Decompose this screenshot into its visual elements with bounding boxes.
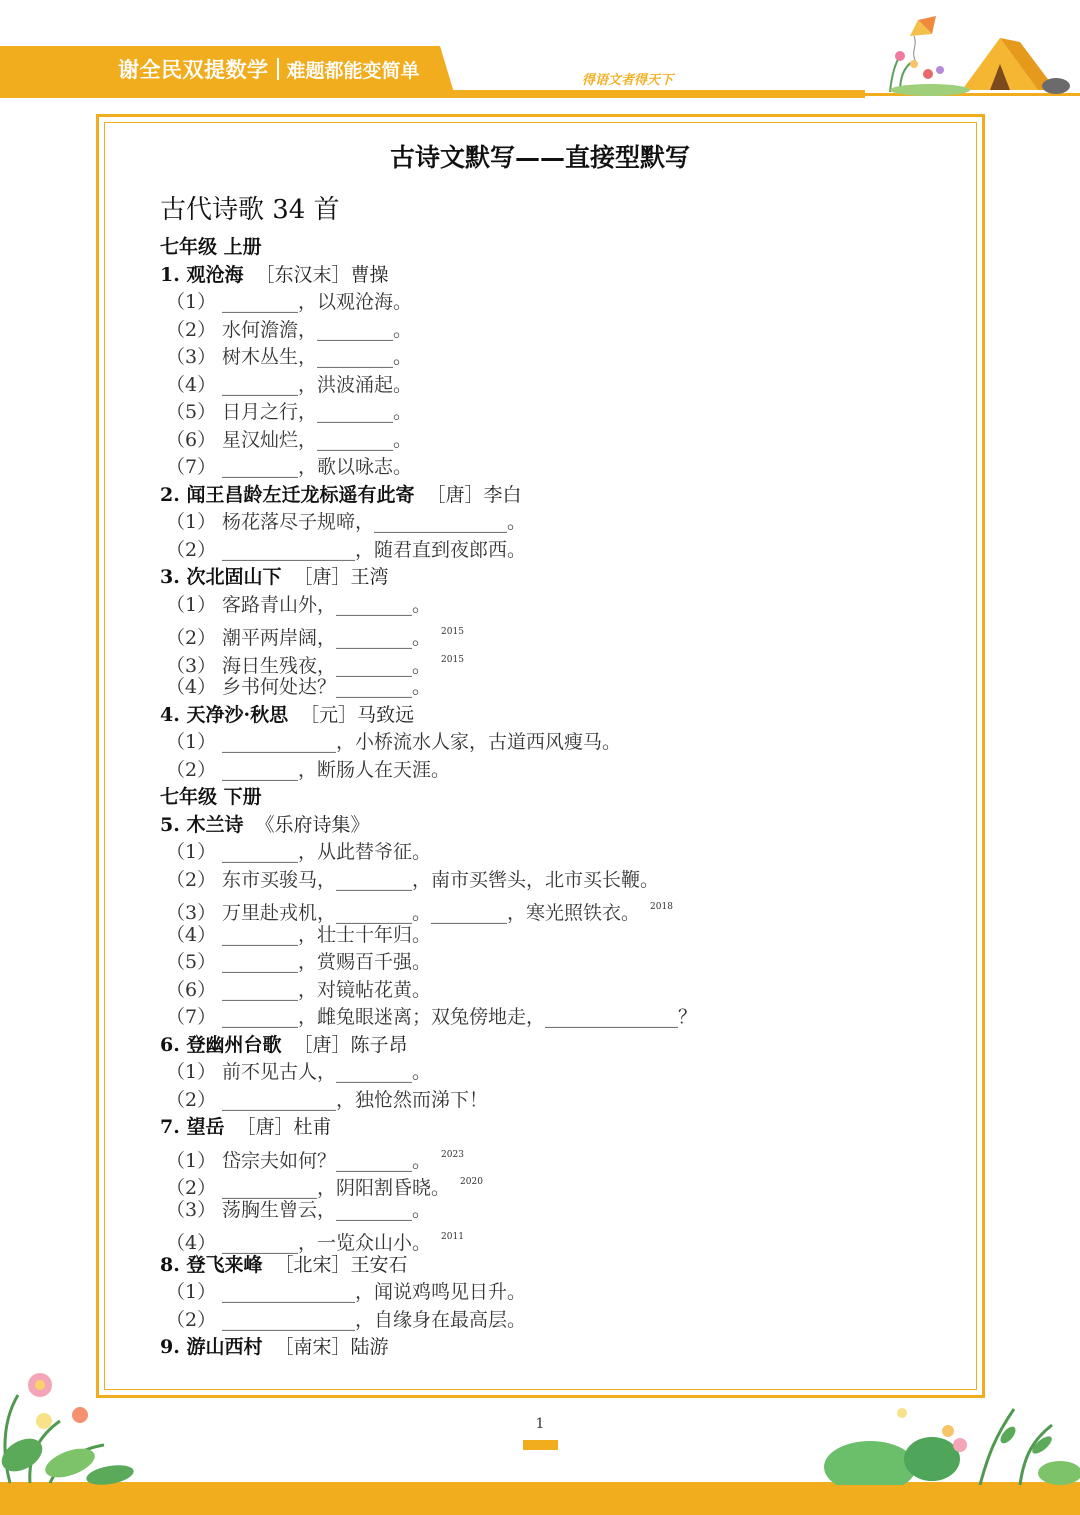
recitation-line xyxy=(160,1142,960,1170)
recitation-line xyxy=(160,1197,960,1225)
poem-author: ［唐］李白 xyxy=(426,483,522,506)
line-number: （7） xyxy=(166,1006,217,1028)
poem-title: 6. 登幽州台歌 xyxy=(160,1033,282,1056)
exam-year: 2011 xyxy=(441,1232,464,1242)
poem-heading xyxy=(160,1334,960,1362)
brand-tagline: 难题都能变简单 xyxy=(286,59,420,82)
line-number: （4） xyxy=(166,373,217,396)
line-number: （2） xyxy=(166,318,217,341)
poem-heading xyxy=(160,1252,960,1280)
recitation-line xyxy=(160,894,960,922)
kite-tent-flowers-icon xyxy=(870,12,1080,98)
recitation-line xyxy=(160,619,960,647)
line-text: 万里赴戎机，________。________，寒光照铁衣。 xyxy=(222,902,641,924)
header-slogan: 得语文者得天下 xyxy=(582,73,674,88)
recitation-line xyxy=(160,344,960,372)
line-text: ____________，小桥流水人家，古道西风瘦马。 xyxy=(222,731,622,753)
line-text: 岱宗夫如何？________。 xyxy=(222,1149,432,1172)
line-text: ________，歌以咏志。 xyxy=(222,456,413,478)
recitation-line xyxy=(160,867,960,895)
recitation-line xyxy=(160,757,960,785)
line-number: （2） xyxy=(166,758,217,781)
exam-year: 2015 xyxy=(441,627,464,637)
line-number: （4） xyxy=(166,676,217,698)
poem-heading xyxy=(160,482,960,510)
exam-year: 2020 xyxy=(460,1177,483,1187)
line-text: 客路青山外，________。 xyxy=(222,593,432,616)
line-text: __________，阴阳割昏晓。 xyxy=(222,1177,451,1199)
line-number: （2） xyxy=(166,538,217,561)
recitation-line xyxy=(160,372,960,400)
poem-title: 3. 次北固山下 xyxy=(160,566,282,588)
poem-author: ［唐］杜甫 xyxy=(236,1116,332,1138)
poem-author: 《乐府诗集》 xyxy=(255,813,370,836)
grade-heading: 七年级 下册 xyxy=(160,786,262,808)
line-number: （2） xyxy=(166,1088,217,1111)
line-number: （2） xyxy=(166,1308,217,1331)
line-number: （1） xyxy=(166,731,217,753)
poem-author: ［唐］陈子昂 xyxy=(293,1033,408,1056)
line-number: （5） xyxy=(166,401,217,423)
poem-title: 1. 观沧海 xyxy=(160,263,244,286)
poem-heading xyxy=(160,812,960,840)
recitation-line xyxy=(160,592,960,620)
recitation-line xyxy=(160,729,960,757)
line-number: （3） xyxy=(166,654,217,677)
line-text: 潮平两岸阔，________。 xyxy=(222,627,432,649)
line-number: （1） xyxy=(166,1281,217,1303)
line-number: （1） xyxy=(166,1061,217,1083)
document-title: 古诗文默写——直接型默写 xyxy=(389,143,690,172)
recitation-line xyxy=(160,839,960,867)
line-text: ____________，独怆然而涕下！ xyxy=(222,1088,489,1111)
recitation-line xyxy=(160,647,960,675)
recitation-line xyxy=(160,289,960,317)
recitation-line xyxy=(160,1224,960,1252)
line-text: ________，以观沧海。 xyxy=(222,291,413,313)
recitation-line xyxy=(160,1279,960,1307)
line-text: ________，断肠人在天涯。 xyxy=(222,758,451,781)
recitation-line xyxy=(160,399,960,427)
exam-year: 2023 xyxy=(441,1149,464,1160)
line-text: ______________，自缘身在最高层。 xyxy=(222,1308,527,1331)
line-text: ________，从此替爷征。 xyxy=(222,841,432,863)
line-text: ________，洪波涌起。 xyxy=(222,373,413,396)
poem-author: ［东汉末］曹操 xyxy=(255,263,389,286)
poem-title: 4. 天净沙·秋思 xyxy=(160,703,289,726)
brand-name: 谢全民双提数学 xyxy=(118,58,269,82)
page-number: 1 xyxy=(535,1416,545,1432)
line-number: （1） xyxy=(166,291,217,313)
recitation-line xyxy=(160,674,960,702)
line-text: ________，壮士十年归。 xyxy=(222,923,432,946)
line-text: 荡胸生曾云，________。 xyxy=(222,1198,432,1221)
line-number: （4） xyxy=(166,923,217,946)
line-number: （6） xyxy=(166,428,217,451)
line-number: （1） xyxy=(166,1149,217,1172)
section-title: 古代诗歌 34 首 xyxy=(160,195,340,225)
line-text: ________，一览众山小。 xyxy=(222,1232,432,1254)
line-text: 东市买骏马，________，南市买辔头，北市买长鞭。 xyxy=(222,868,660,891)
recitation-line xyxy=(160,509,960,537)
line-number: （4） xyxy=(166,1232,217,1254)
line-text: 树木丛生，________。 xyxy=(222,346,413,368)
poem-author: ［元］马致远 xyxy=(300,703,415,726)
recitation-line xyxy=(160,1004,960,1032)
line-number: （1） xyxy=(166,593,217,616)
plants-right-icon xyxy=(820,1395,1080,1485)
poem-heading xyxy=(160,702,960,730)
brand xyxy=(118,53,420,85)
recitation-line xyxy=(160,922,960,950)
line-text: 前不见古人，________。 xyxy=(222,1061,432,1083)
poem-heading xyxy=(160,1114,960,1142)
line-number: （5） xyxy=(166,951,217,973)
exam-year: 2018 xyxy=(650,902,673,912)
recitation-line xyxy=(160,317,960,345)
poem-title: 9. 游山西村 xyxy=(160,1336,263,1358)
line-text: ________，赏赐百千强。 xyxy=(222,951,432,973)
grade-heading: 七年级 上册 xyxy=(160,236,262,258)
line-text: 星汉灿烂，________。 xyxy=(222,428,413,451)
row-list xyxy=(160,234,960,1362)
recitation-line xyxy=(160,427,960,455)
recitation-line xyxy=(160,1059,960,1087)
line-number: （2） xyxy=(166,627,217,649)
poem-heading xyxy=(160,1032,960,1060)
poem-title: 8. 登飞来峰 xyxy=(160,1253,263,1276)
line-number: （3） xyxy=(166,346,217,368)
recitation-line xyxy=(160,454,960,482)
poem-author: ［唐］王湾 xyxy=(293,566,389,588)
recitation-line xyxy=(160,977,960,1005)
document-content xyxy=(160,190,960,1362)
line-number: （7） xyxy=(166,456,217,478)
line-text: 水何澹澹，________。 xyxy=(222,318,413,341)
poem-heading xyxy=(160,262,960,290)
poem-author: ［南宋］陆游 xyxy=(274,1336,389,1358)
line-number: （1） xyxy=(166,511,217,533)
line-text: 乡书何处达？________。 xyxy=(222,676,432,698)
line-text: ________，雌兔眼迷离；双兔傍地走，______________？ xyxy=(222,1006,698,1028)
poem-author: ［北宋］王安石 xyxy=(274,1253,408,1276)
line-text: ______________，闻说鸡鸣见日升。 xyxy=(222,1281,527,1303)
poem-title: 7. 望岳 xyxy=(160,1116,225,1138)
line-number: （3） xyxy=(166,902,217,924)
page-number-bar xyxy=(523,1440,558,1450)
line-number: （2） xyxy=(166,868,217,891)
recitation-line xyxy=(160,1169,960,1197)
poem-title: 2. 闻王昌龄左迁龙标遥有此寄 xyxy=(160,483,415,506)
line-text: ______________，随君直到夜郎西。 xyxy=(222,538,527,561)
recitation-line xyxy=(160,537,960,565)
poem-title: 5. 木兰诗 xyxy=(160,813,244,836)
header-underline xyxy=(0,90,865,98)
line-number: （2） xyxy=(166,1177,217,1199)
footer-band xyxy=(0,1482,1080,1515)
line-number: （6） xyxy=(166,978,217,1001)
line-text: 杨花落尽子规啼，______________。 xyxy=(222,511,527,533)
brand-separator xyxy=(277,58,279,80)
line-number: （1） xyxy=(166,841,217,863)
poem-heading xyxy=(160,564,960,592)
line-text: ________，对镜帖花黄。 xyxy=(222,978,432,1001)
recitation-line xyxy=(160,1087,960,1115)
exam-year: 2015 xyxy=(441,654,464,665)
line-text: 海日生残夜，________。 xyxy=(222,654,432,677)
recitation-line xyxy=(160,1307,960,1335)
plants-left-icon xyxy=(0,1365,140,1485)
line-number: （3） xyxy=(166,1198,217,1221)
line-text: 日月之行，________。 xyxy=(222,401,413,423)
recitation-line xyxy=(160,949,960,977)
